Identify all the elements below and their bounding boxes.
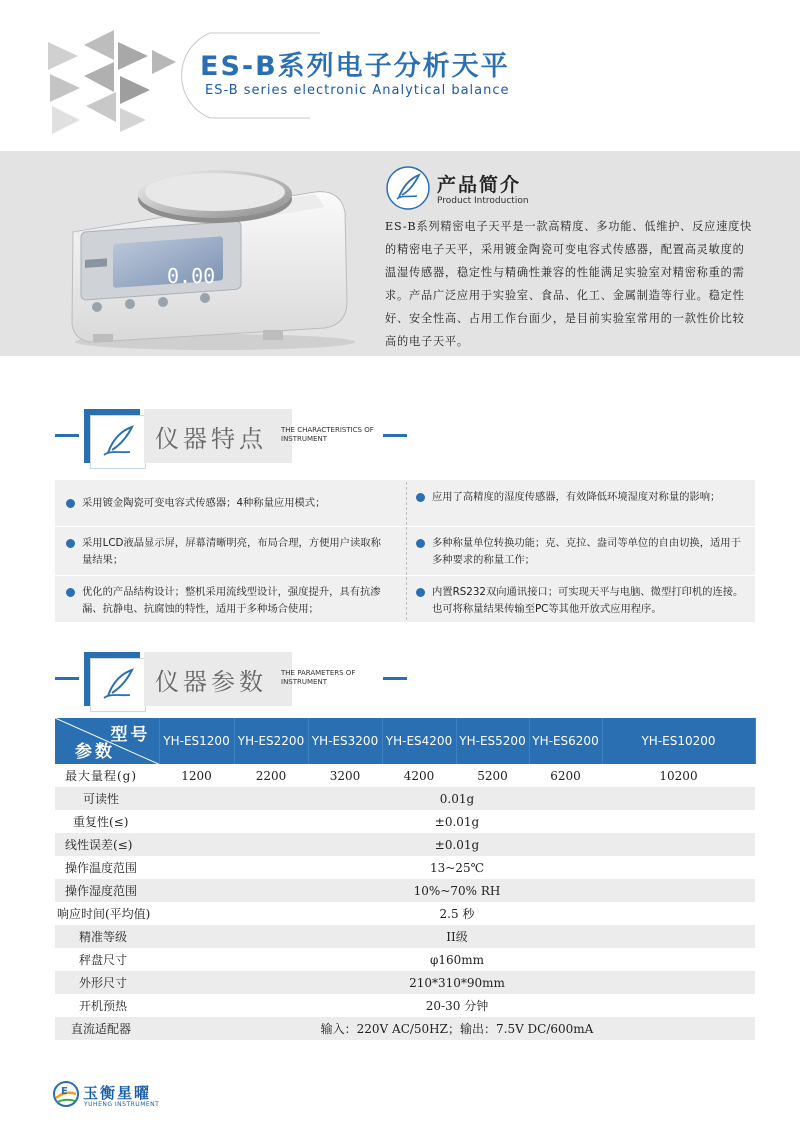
- table-row: [55, 948, 755, 971]
- table-row: [55, 971, 755, 994]
- row-value: 0.01g: [159, 787, 755, 810]
- feature-item: 应用了高精度的湿度传感器，有效降低环境湿度对称量的影响；: [432, 489, 742, 506]
- model-header: YH-ES6200: [529, 718, 602, 764]
- row-value: 13~25℃: [429, 860, 485, 875]
- row-value: II级: [159, 925, 755, 948]
- footer-brand-cn: 玉衡星曜: [83, 1084, 152, 1102]
- row-value: ±0.01g: [159, 833, 755, 856]
- features-section-header: [0, 405, 800, 465]
- corner-model-label: 型号: [110, 725, 151, 745]
- row-label: 直流适配器: [55, 1017, 159, 1040]
- intro-body: ES-B系列精密电子天平是一款高精度、多功能、低维护、反应速度快的精密电子天平，采用镀金陶瓷可变电容式传感器，配置高灵敏度的温湿传感器，稳定性与精确性兼容的性能满足实验室对精密称重的需求。产品广泛应用于实验室、食品、化工、金属制造等行业。稳定性好、安全性高、占用工作台面少，是目前实验室常用的一款性价比较高的电子天平。: [385, 220, 753, 348]
- row-value: φ160mm: [429, 952, 485, 967]
- table-row: [55, 902, 755, 925]
- table-row: [55, 925, 755, 948]
- bullet-icon: [416, 493, 425, 502]
- feature-column-divider: [406, 482, 407, 620]
- features-title-en: THE CHARACTERISTICS OF INSTRUMENT: [281, 426, 374, 443]
- model-header: YH-ES5200: [456, 718, 529, 764]
- params-title-en: THE PARAMETERS OF INSTRUMENT: [281, 669, 356, 686]
- bullet-icon: [416, 588, 425, 597]
- capacity-cell: 6200: [550, 768, 581, 783]
- capacity-cell: 1200: [181, 768, 212, 783]
- table-row: [55, 764, 755, 787]
- lcd-reading: 0.00: [167, 264, 216, 288]
- row-value: ±0.01g: [434, 814, 480, 829]
- bullet-icon: [66, 588, 75, 597]
- feature-row-divider: [55, 526, 755, 527]
- footer-brand-en: YUHENG INSTRUMENT: [84, 1101, 160, 1108]
- row-label: 外形尺寸: [55, 971, 159, 994]
- capacity-cell: 5200: [477, 768, 508, 783]
- params-section-header: [0, 648, 800, 708]
- row-label: 可读性: [55, 787, 159, 810]
- page-subtitle: ES-B series electronic Analytical balance: [205, 83, 510, 98]
- params-table: [55, 718, 756, 1040]
- table-row: [55, 787, 755, 810]
- table-corner-cell: [55, 718, 159, 764]
- row-label: 操作湿度范围: [55, 879, 159, 902]
- row-label: 秤盘尺寸: [79, 953, 128, 967]
- row-label: 线性误差(≤): [55, 833, 159, 856]
- section-rule-right: [383, 434, 407, 437]
- model-header: YH-ES10200: [602, 718, 755, 764]
- table-row: [55, 833, 755, 856]
- corner-param-label: 参数: [75, 742, 115, 762]
- feature-item: 多种称量单位转换功能；克、克拉、盎司等单位的自由切换，适用于多种要求的称量工作；: [432, 535, 750, 569]
- row-label: 精准等级: [55, 925, 159, 948]
- row-label: 开机预热: [79, 999, 128, 1013]
- intro-subheading: Product Introduction: [437, 196, 529, 206]
- table-row: [55, 810, 755, 833]
- table-row: [55, 994, 755, 1017]
- section-rule-right: [383, 677, 407, 680]
- capacity-cell: 3200: [329, 768, 361, 783]
- row-value: 10%~70% RH: [159, 879, 755, 902]
- model-header: YH-ES4200: [382, 718, 456, 764]
- bullet-icon: [66, 539, 75, 548]
- quill-circle-icon: [385, 165, 431, 211]
- feature-item: 采用LCD液晶显示屏，屏幕清晰明亮，布局合理，方便用户读取称量结果；: [82, 535, 382, 569]
- row-value: 输入：220V AC/50HZ；输出：7.5V DC/600mA: [159, 1017, 755, 1040]
- brand-logo-icon: [52, 1080, 80, 1108]
- feature-item: 内置RS232双向通讯接口；可实现天平与电脑、微型打印机的连接。也可将称量结果传输至PC等其他开放式应用程序。: [432, 584, 750, 618]
- row-label: 响应时间(平均值): [57, 907, 151, 921]
- capacity-cell: 10200: [659, 768, 698, 783]
- table-row: [55, 856, 755, 879]
- row-value: 210*310*90mm: [159, 971, 755, 994]
- balance-product-image: [55, 152, 365, 352]
- quill-square-icon: [94, 660, 142, 708]
- features-title: 仪器特点: [155, 425, 267, 453]
- quill-square-icon: [94, 417, 142, 465]
- section-rule-left: [55, 434, 79, 437]
- capacity-cell: 2200: [255, 768, 287, 783]
- bullet-icon: [66, 499, 75, 508]
- triangle-pattern-icon: [0, 0, 190, 135]
- model-header: YH-ES1200: [159, 718, 234, 764]
- feature-row-divider: [55, 575, 755, 576]
- row-label: 最大量程(g): [65, 769, 138, 783]
- feature-item: 采用镀金陶瓷可变电容式传感器；4种称量应用模式；: [82, 495, 392, 512]
- bullet-icon: [416, 539, 425, 548]
- feature-item: 优化的产品结构设计；整机采用流线型设计，强度提升，具有抗渗漏、抗静电、抗腐蚀的特性，适用于多种场合使用；: [82, 584, 396, 618]
- intro-heading: 产品简介: [437, 174, 522, 196]
- table-row: [55, 879, 755, 902]
- row-value: 2.5 秒: [439, 907, 475, 921]
- row-label: 重复性(≤): [73, 815, 129, 829]
- logo-letter: E: [61, 1086, 68, 1097]
- model-header: YH-ES3200: [308, 718, 382, 764]
- table-header-row: [55, 718, 755, 764]
- row-label: 操作温度范围: [65, 861, 138, 875]
- section-rule-left: [55, 677, 79, 680]
- table-row: [55, 1017, 755, 1040]
- params-title: 仪器参数: [155, 668, 267, 696]
- capacity-cell: 4200: [403, 768, 435, 783]
- page-title: ES-B系列电子分析天平: [200, 51, 510, 82]
- model-header: YH-ES2200: [234, 718, 308, 764]
- row-value: 20-30 分钟: [425, 999, 489, 1013]
